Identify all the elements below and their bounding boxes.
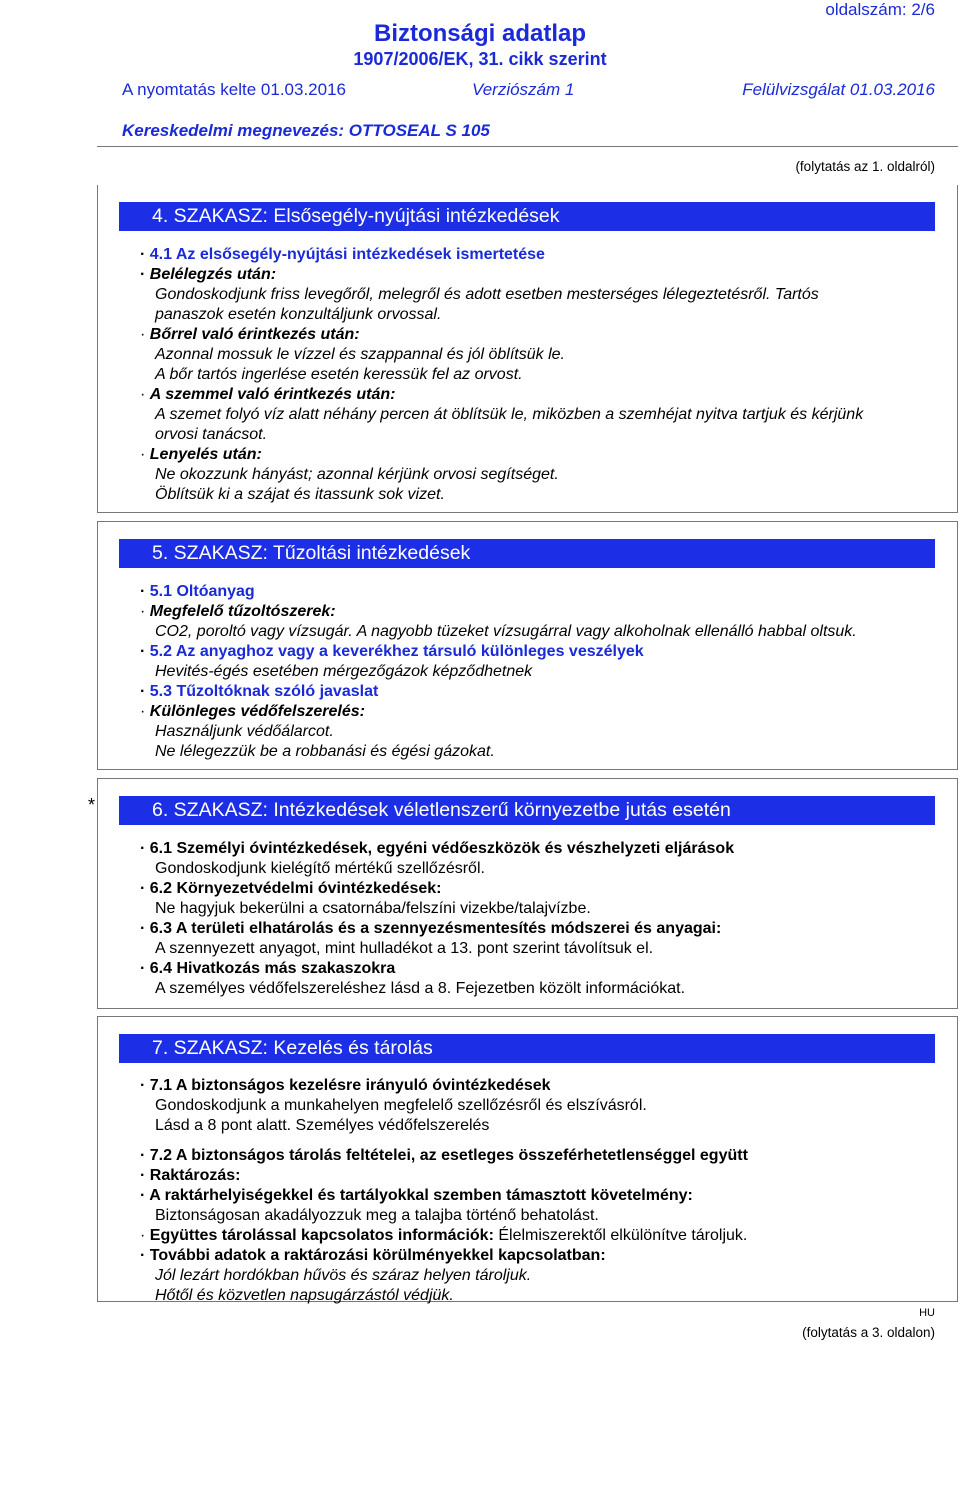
section-6-box <box>97 778 958 1009</box>
s61-heading: · 6.1 Személyi óvintézkedések, egyéni védőeszközök és vészhelyzeti eljárások <box>140 840 735 857</box>
s64-text: A személyes védőfelszereléshez lásd a 8. Fejezetben közölt információkat. <box>155 980 686 997</box>
ppe-label: · Különleges védőfelszerelés: <box>140 703 365 720</box>
section-7-title: 7. SZAKASZ: Kezelés és tárolás <box>119 1034 935 1063</box>
further-info-text-1: Jól lezárt hordókban hűvös és száraz helyen tároljuk. <box>155 1267 532 1284</box>
section-6-title: 6. SZAKASZ: Intézkedések véletlenszerű környezetbe jutás esetén <box>119 796 935 825</box>
skin-text-1: Azonnal mossuk le vízzel és szappannal és jól öblítsük le. <box>155 346 565 363</box>
joint-storage-line: · Együttes tárolással kapcsolatos információk: Élelmiszerektől elkülönítve tároljuk. <box>140 1227 748 1244</box>
s52-text: Hevités-égés esetében mérgezőgázok képződhetnek <box>155 663 533 680</box>
section-7-box <box>97 1016 958 1302</box>
s64-heading: · 6.4 Hivatkozás más szakaszokra <box>140 960 396 977</box>
document-title: Biztonsági adatlap <box>373 20 587 47</box>
suitable-text: CO2, poroltó vagy vízsugár. A nagyobb tüzeket vízsugárral vagy alkoholnak ellenálló habbal oltsuk. <box>155 623 857 640</box>
s71-heading: · 7.1 A biztonságos kezelésre irányuló óvintézkedések <box>140 1077 551 1094</box>
further-info-text-2: Hőtől és közvetlen napsugárzástól védjük. <box>155 1287 454 1304</box>
s71-text-1: Gondoskodjunk a munkahelyen megfelelő szellőzésről és elszívásról. <box>155 1097 647 1114</box>
eye-text-2: orvosi tanácsot. <box>155 426 268 443</box>
s62-heading: · 6.2 Környezetvédelmi óvintézkedések: <box>140 880 442 897</box>
ppe-text-1: Használjunk védőálarcot. <box>155 723 334 740</box>
s41-heading: · 4.1 Az elsősegély-nyújtási intézkedések ismertetése <box>140 246 545 263</box>
regulation-subtitle: 1907/2006/EK, 31. cikk szerint <box>353 49 607 69</box>
s63-text: A szennyezett anyagot, mint hulladékot a 13. pont szerint távolítsuk el. <box>155 940 654 957</box>
ingestion-text-2: Öblítsük ki a szájat és itassunk sok vizet. <box>155 486 445 503</box>
eye-label: · A szemmel való érintkezés után: <box>140 386 396 403</box>
s62-text: Ne hagyjuk bekerülni a csatornába/felszíni vizekbe/talajvízbe. <box>155 900 591 917</box>
eye-text-1: A szemet folyó víz alatt néhány percen át öblítsük le, miközben a szemhéjat nyitva tartjuk és kérjünk <box>155 406 864 423</box>
revision-marker: * <box>88 795 96 815</box>
s72-heading: · 7.2 A biztonságos tárolás feltételei, az esetleges összeférhetetlenséggel együtt <box>140 1147 748 1164</box>
ppe-text-2: Ne lélegezzük be a robbanási és égési gázokat. <box>155 743 495 760</box>
inhalation-text-1: Gondoskodjunk friss levegőről, melegről és adott esetben mesterséges lélegeztetésről. Tartós <box>155 286 819 303</box>
s61-text: Gondoskodjunk kielégítő mértékű szellőzésről. <box>155 860 485 877</box>
language-code: HU <box>919 1307 935 1319</box>
page-number: oldalszám: 2/6 <box>825 0 935 19</box>
storage-label: · Raktározás: <box>140 1167 241 1184</box>
s51-heading: · 5.1 Oltóanyag <box>140 583 255 600</box>
section-5-title: 5. SZAKASZ: Tűzoltási intézkedések <box>119 539 935 568</box>
suitable-label: · Megfelelő tűzoltószerek: <box>140 603 336 620</box>
inhalation-text-2: panaszok esetén konzultáljunk orvossal. <box>155 306 442 323</box>
section-4-title: 4. SZAKASZ: Elsősegély-nyújtási intézkedések <box>119 202 935 231</box>
s63-heading: · 6.3 A területi elhatárolás és a szennyezésmentesítés módszerei és anyagai: <box>140 920 722 937</box>
skin-text-2: A bőr tartós ingerlése esetén keressük fel az orvost. <box>155 366 523 383</box>
requirements-text: Biztonságosan akadályozzuk meg a talajba történő behatolást. <box>155 1207 599 1224</box>
version-number: Verziószám 1 <box>472 80 575 99</box>
continued-to: (folytatás a 3. oldalon) <box>802 1325 935 1340</box>
continued-from: (folytatás az 1. oldalról) <box>795 159 935 174</box>
section-5-box <box>97 521 958 770</box>
ingestion-text-1: Ne okozzunk hányást; azonnal kérjünk orvosi segítséget. <box>155 466 559 483</box>
requirements-label: · A raktárhelyiségekkel és tartályokkal szemben támasztott követelmény: <box>140 1187 693 1204</box>
ingestion-label: · Lenyelés után: <box>140 446 262 463</box>
s52-heading: · 5.2 Az anyaghoz vagy a keverékhez társuló különleges veszélyek <box>140 643 644 660</box>
s71-text-2: Lásd a 8 pont alatt. Személyes védőfelszerelés <box>155 1117 490 1134</box>
print-date: A nyomtatás kelte 01.03.2016 <box>122 80 346 99</box>
section-4-box <box>97 185 958 513</box>
header-divider <box>97 146 958 147</box>
skin-label: · Bőrrel való érintkezés után: <box>140 326 360 343</box>
trade-name: Kereskedelmi megnevezés: OTTOSEAL S 105 <box>122 121 490 140</box>
s53-heading: · 5.3 Tűzoltóknak szóló javaslat <box>140 683 379 700</box>
further-info-label: · További adatok a raktározási körülményekkel kapcsolatban: <box>140 1247 606 1264</box>
inhalation-label: · Belélegzés után: <box>140 266 277 283</box>
revision-date: Felülvizsgálat 01.03.2016 <box>742 80 935 99</box>
